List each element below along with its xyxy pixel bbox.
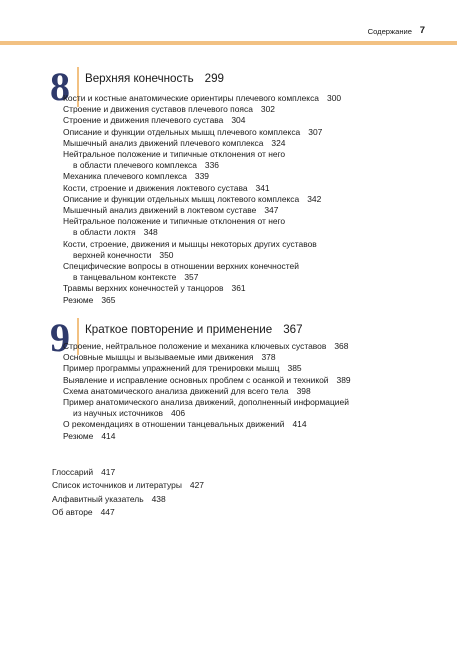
entry-text: Основные мышцы и вызываемые ими движения: [63, 352, 254, 363]
entry-text: Кости и костные анатомические ориентиры плечевого комплекса: [63, 93, 320, 103]
toc-entry[interactable]: [63, 149, 341, 171]
toc-entry[interactable]: [63, 375, 351, 386]
chapter-number: 9: [50, 315, 70, 360]
toc-entry[interactable]: [63, 239, 341, 261]
entry-text: Резюме: [63, 294, 94, 305]
entry-page: 304: [231, 115, 246, 126]
entry-text: Кости, строение и движения локтевого сустава: [63, 182, 248, 193]
toc-entry[interactable]: [52, 466, 204, 479]
toc-entry[interactable]: [63, 104, 341, 115]
entry-text-continued: из научных источников: [73, 408, 164, 419]
entry-text: Строение и движения плечевого сустава: [63, 115, 224, 126]
chapter-8-entries: [63, 93, 341, 306]
header-rule: [0, 41, 457, 45]
chapter-title[interactable]: [85, 323, 303, 336]
chapter-9-entries: [63, 341, 351, 442]
toc-entry[interactable]: [63, 363, 351, 374]
entry-text: Глоссарий: [52, 467, 94, 477]
entry-text: Кости, строение, движения и мышцы некоторых других суставов: [63, 238, 317, 249]
toc-entry[interactable]: [63, 352, 351, 363]
backmatter-list: [52, 466, 204, 519]
entry-text-continued: в области локтя: [73, 227, 136, 238]
entry-page: 307: [308, 126, 323, 137]
toc-entry[interactable]: [63, 115, 341, 126]
toc-entry[interactable]: [63, 216, 341, 238]
entry-page: 341: [255, 182, 270, 193]
entry-page: 368: [334, 341, 349, 351]
toc-entry[interactable]: [52, 493, 204, 506]
entry-page: 406: [171, 408, 186, 419]
entry-text: Пример программы упражнений для тренировки мышц: [63, 363, 280, 374]
chapter-title-text: Краткое повторение и применение: [85, 323, 273, 336]
entry-text: Схема анатомического анализа движений для всего тела: [63, 385, 289, 396]
chapter-title[interactable]: [85, 72, 224, 85]
entry-text: Нейтральное положение и типичные отклонения от него: [63, 216, 286, 227]
toc-entry[interactable]: [63, 261, 341, 283]
entry-page: 417: [101, 467, 116, 477]
entry-text: Выявление и исправление основных проблем с осанкой и техникой: [63, 374, 329, 385]
toc-entry[interactable]: [63, 397, 351, 419]
toc-entry[interactable]: [63, 419, 351, 430]
entry-page: 336: [204, 160, 219, 171]
toc-entry[interactable]: [63, 431, 351, 442]
entry-page: 414: [101, 430, 116, 441]
entry-text: Алфавитный указатель: [52, 493, 144, 504]
running-header: [0, 22, 457, 42]
chapter-title-page: 299: [204, 72, 224, 85]
chapter-number: 8: [50, 64, 70, 109]
toc-entry[interactable]: [52, 479, 204, 492]
entry-text-continued: в области плечевого комплекса: [73, 160, 197, 171]
entry-page: 350: [159, 249, 174, 260]
entry-text: Травмы верхних конечностей у танцоров: [63, 283, 224, 294]
entry-text: Описание и функции отдельных мышц локтевого комплекса: [63, 193, 300, 204]
toc-entry[interactable]: [63, 93, 341, 104]
entry-text: Об авторе: [52, 506, 93, 517]
chapter-title-text: Верхняя конечность: [85, 72, 194, 85]
entry-page: 414: [292, 419, 307, 430]
entry-page: 300: [327, 93, 342, 103]
entry-page: 427: [189, 480, 204, 491]
entry-page: 447: [100, 506, 115, 517]
entry-page: 324: [271, 137, 286, 148]
entry-page: 365: [101, 294, 116, 305]
entry-page: 348: [143, 227, 158, 238]
toc-entry[interactable]: [63, 341, 351, 352]
entry-text: Мышечный анализ движений плечевого комплекса: [63, 137, 264, 148]
entry-page: 357: [184, 272, 199, 283]
entry-text: Резюме: [63, 430, 94, 441]
chapter-title-page: 367: [283, 323, 303, 336]
entry-page: 398: [296, 385, 311, 396]
toc-entry[interactable]: [63, 295, 341, 306]
toc-entry[interactable]: [63, 183, 341, 194]
entry-text: Специфические вопросы в отношении верхних конечностей: [63, 261, 299, 272]
entry-page: 438: [151, 493, 166, 504]
entry-text: Нейтральное положение и типичные отклонения от него: [63, 149, 286, 160]
entry-page: 361: [231, 283, 246, 294]
toc-entry[interactable]: [63, 386, 351, 397]
entry-text: Пример анатомического анализа движений, дополненный информацией: [63, 397, 349, 408]
entry-text: Механика плечевого комплекса: [63, 171, 187, 182]
entry-page: 302: [260, 104, 275, 115]
entry-text: Список источников и литературы: [52, 480, 182, 491]
toc-entry[interactable]: [52, 506, 204, 519]
entry-page: 385: [287, 363, 302, 374]
entry-page: 342: [307, 193, 322, 204]
entry-text: О рекомендациях в отношении танцевальных движений: [63, 419, 285, 430]
toc-entry[interactable]: [63, 138, 341, 149]
entry-page: 347: [264, 205, 279, 216]
entry-text: Мышечный анализ движений в локтевом суставе: [63, 205, 257, 216]
toc-entry[interactable]: [63, 171, 341, 182]
entry-page: 389: [336, 374, 351, 385]
entry-text: Описание и функции отдельных мышц плечевого комплекса: [63, 126, 301, 137]
entry-text-continued: верхней конечности: [73, 249, 152, 260]
toc-entry[interactable]: [63, 205, 341, 216]
entry-text: Строение и движения суставов плечевого пояса: [63, 104, 253, 115]
entry-page: 378: [261, 352, 276, 363]
entry-text-continued: в танцевальном контексте: [73, 272, 177, 283]
toc-entry[interactable]: [63, 283, 341, 294]
entry-page: 339: [194, 171, 209, 182]
page-number: 7: [419, 25, 425, 36]
entry-text: Строение, нейтральное положение и механика ключевых суставов: [63, 341, 327, 351]
running-header-title: Содержание: [367, 27, 412, 36]
toc-entry[interactable]: [63, 194, 341, 205]
toc-entry[interactable]: [63, 127, 341, 138]
